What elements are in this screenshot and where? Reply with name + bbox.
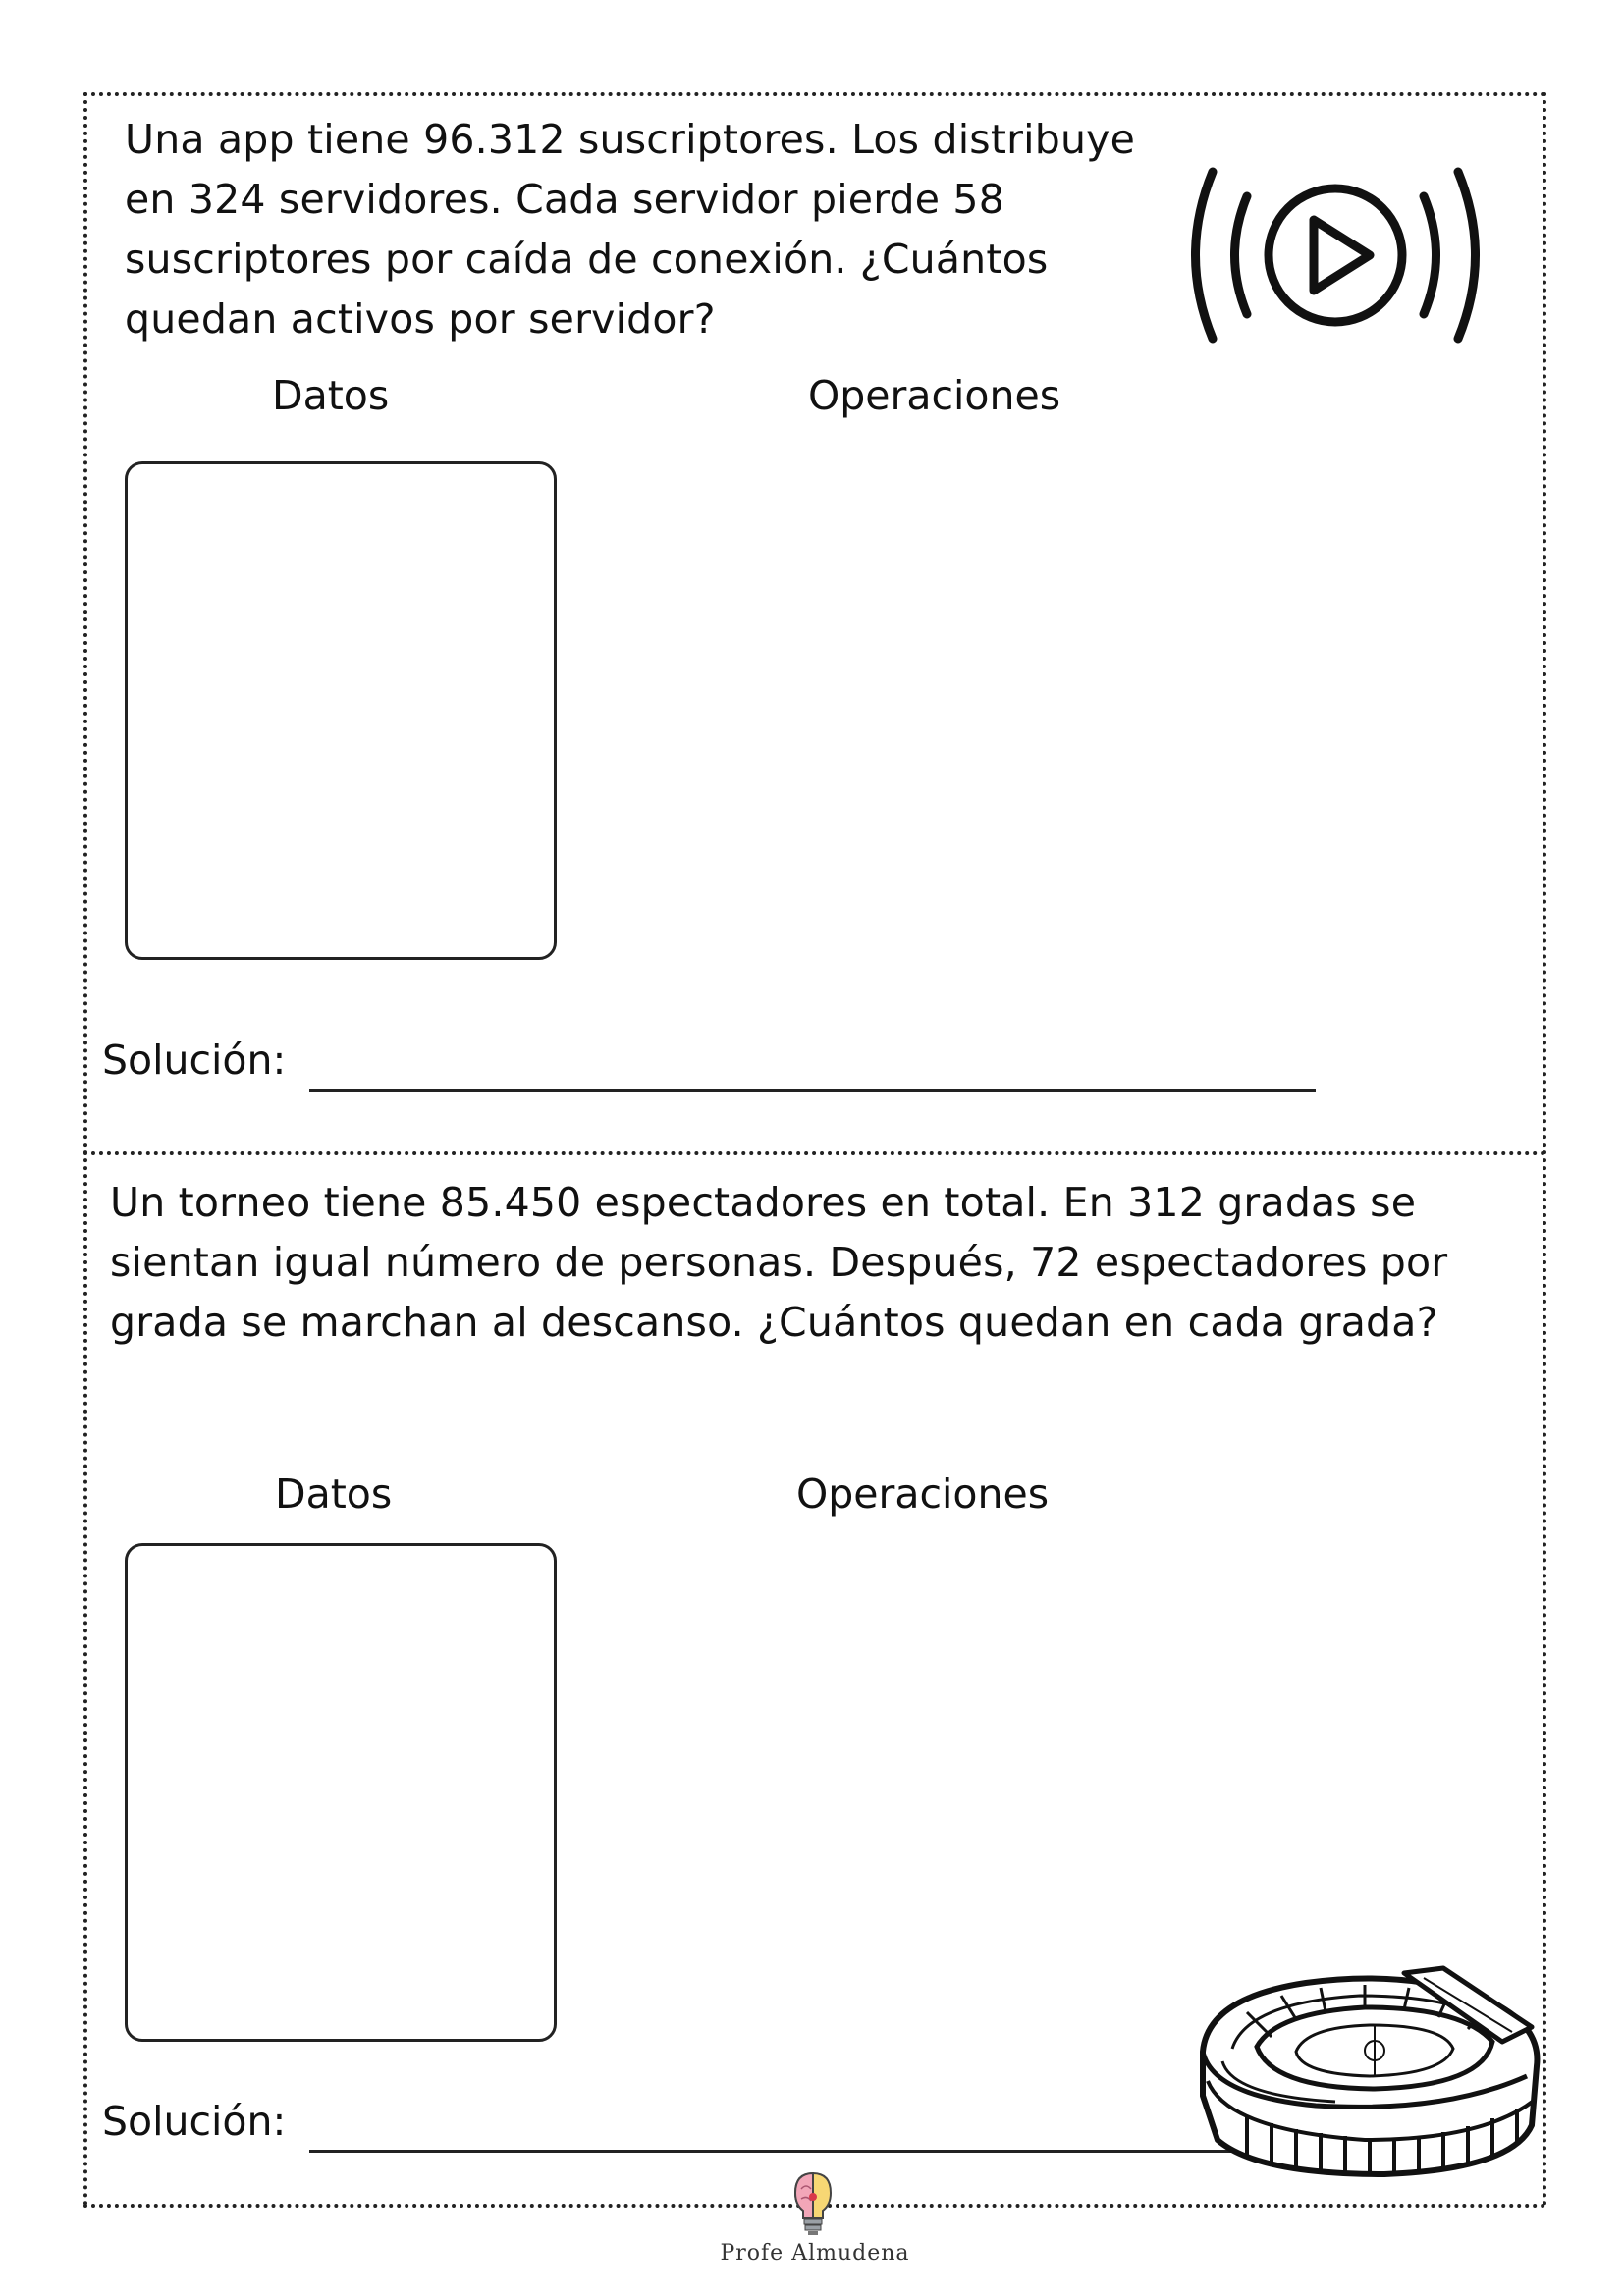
stadium-icon: [1188, 1958, 1551, 2184]
problem-1-solution-label: Solución:: [102, 1037, 287, 1084]
problem-1-answer-line[interactable]: [309, 1089, 1316, 1092]
problem-1-data-label: Datos: [272, 372, 390, 419]
problem-2-solution-label: Solución:: [102, 2098, 287, 2145]
brand-name: Profe Almudena: [720, 2241, 910, 2266]
problem-1-data-box[interactable]: [125, 461, 557, 960]
problem-1-text: Una app tiene 96.312 suscriptores. Los distribuye en 324 servidores. Cada servidor pierde 58 suscriptores por caída de conexión. ¿Cuántos quedan activos por servidor?: [125, 116, 1136, 343]
problem-divider: [83, 1151, 1546, 1155]
streaming-play-icon: [1168, 157, 1502, 353]
problem-2-data-label: Datos: [275, 1470, 393, 1518]
problem-2-answer-line[interactable]: [309, 2150, 1247, 2153]
problem-2-operations-label: Operaciones: [796, 1470, 1050, 1518]
lightbulb-brain-icon: [791, 2169, 835, 2238]
problem-1-operations-label: Operaciones: [808, 372, 1061, 419]
problem-2-text: Un torneo tiene 85.450 espectadores en total. En 312 gradas se sientan igual número de personas. Después, 72 espectadores por grada se marchan al descanso. ¿Cuántos quedan en cada grada?: [110, 1179, 1448, 1346]
problem-2-data-box[interactable]: [125, 1543, 557, 2042]
